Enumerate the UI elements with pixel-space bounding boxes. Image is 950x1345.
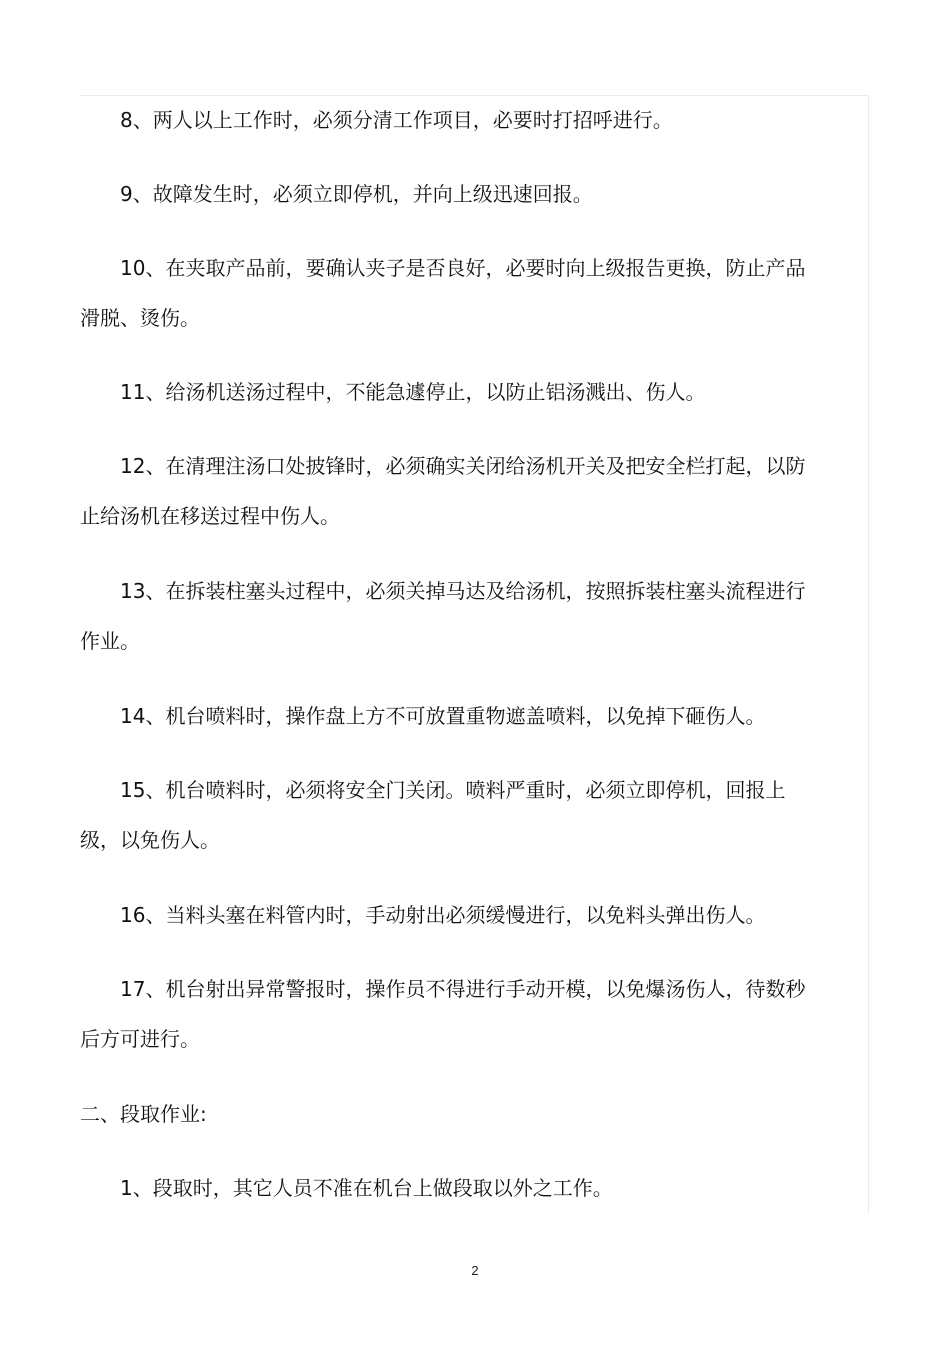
paragraph-16: 16、当料头塞在料管内时，手动射出必须缓慢进行，以免料头弹出伤人。 <box>120 903 766 927</box>
paragraph-13: 13、在拆装柱塞头过程中，必须关掉马达及给汤机，按照拆装柱塞头流程进行作业。 <box>80 579 806 653</box>
paragraph-8: 8、两人以上工作时，必须分清工作项目，必要时打招呼进行。 <box>120 108 673 132</box>
paragraph-12: 12、在清理注汤口处披锋时，必须确实关闭给汤机开关及把安全栏打起，以防止给汤机在移送过程中伤人。 <box>80 454 806 528</box>
paragraph-10: 10、在夹取产品前，要确认夹子是否良好，必要时向上级报告更换，防止产品滑脱、烫伤。 <box>80 256 806 330</box>
page-number: 2 <box>471 1263 479 1278</box>
paragraph-14: 14、机台喷料时，操作盘上方不可放置重物遮盖喷料，以免掉下砸伤人。 <box>120 704 766 728</box>
paragraph-9: 9、故障发生时，必须立即停机，并向上级迅速回报。 <box>120 182 593 206</box>
paragraph-17: 17、机台射出异常警报时，操作员不得进行手动开模，以免爆汤伤人，待数秒后方可进行。 <box>80 977 806 1051</box>
paragraph-15: 15、机台喷料时，必须将安全门关闭。喷料严重时，必须立即停机，回报上级，以免伤人。 <box>80 778 786 852</box>
section-2-paragraph-1: 1、段取时，其它人员不准在机台上做段取以外之工作。 <box>120 1176 613 1200</box>
paragraph-11: 11、给汤机送汤过程中，不能急遽停止，以防止铝汤溅出、伤人。 <box>120 380 706 404</box>
section-heading-2: 二、段取作业: <box>80 1102 207 1126</box>
